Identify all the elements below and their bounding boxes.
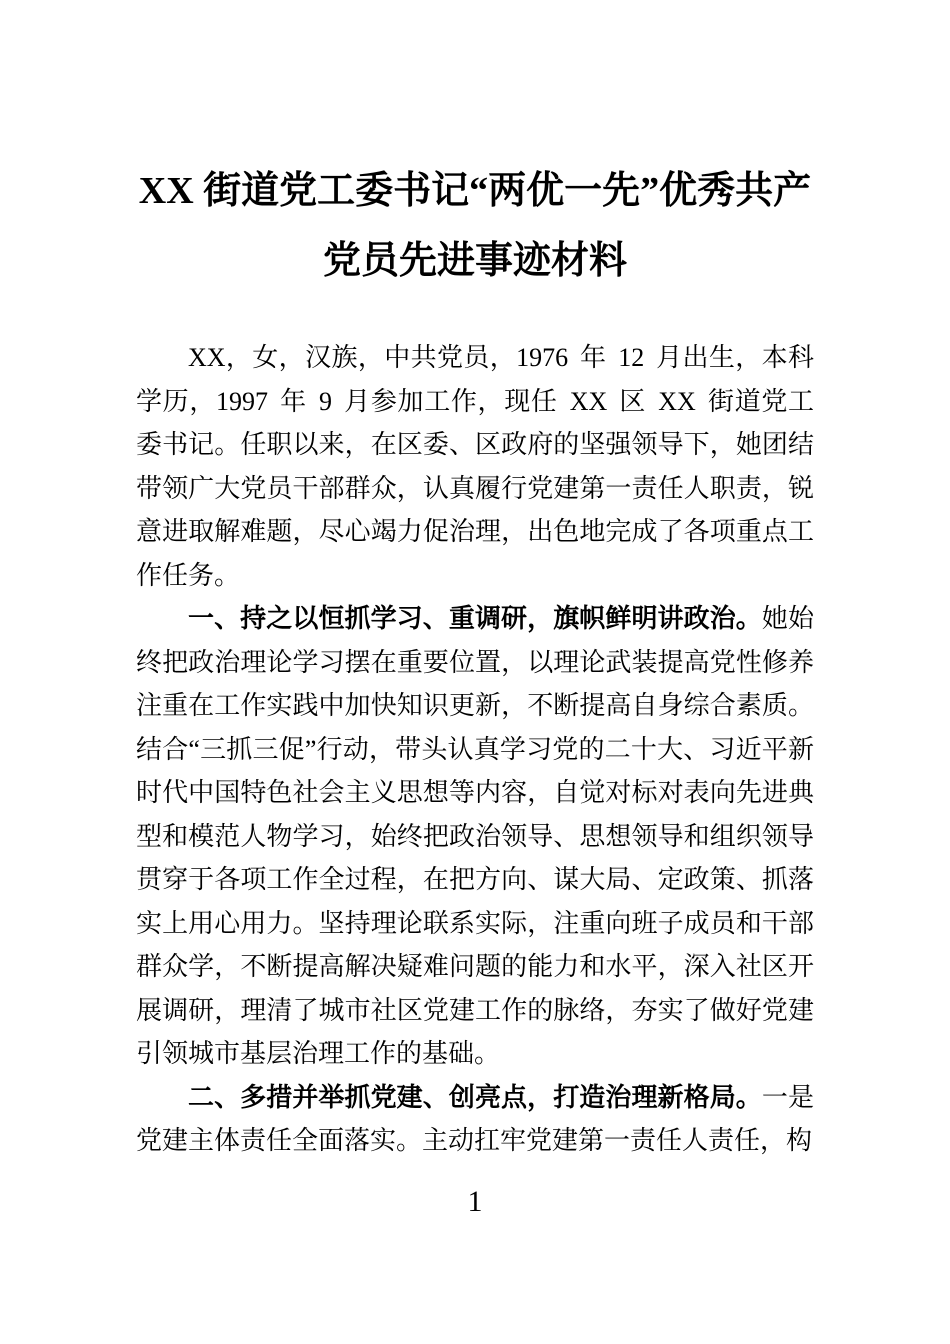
page-number: 1 xyxy=(467,1185,483,1218)
paragraph xyxy=(136,1076,814,1163)
text-run: 一是党建主体责任全面落实。主动扛牢党建第一责任人责任，构 xyxy=(136,1082,814,1155)
paragraph xyxy=(136,597,814,1076)
text-run: 她始终把政治理论学习摆在重要位置，以理论武装提高党性修养注重在工作实践中加快知识更新，不断提高自身综合素质。结合“三抓三促”行动，带头认真学习党的二十大、习近平新时代中国特色社会主义思想等内容，自觉对标对表向先进典型和模范人物学习，始终把政治领导、思想领导和组织领导贯穿于各项工作全过程，在把方向、谋大局、定政策、抓落实上用心用力。坚持理论联系实际，注重向班子成员和干部群众学，不断提高解决疑难问题的能力和水平，深入社区开展调研，理清了城市社区党建工作的脉络，夯实了做好党建引领城市基层治理工作的基础。 xyxy=(136,604,814,1068)
document-title xyxy=(0,156,950,296)
section-heading-run: 一、持之以恒抓学习、重调研，旗帜鲜明讲政治。 xyxy=(188,603,762,633)
section-heading-run: 二、多措并举抓党建、创亮点，打造治理新格局。 xyxy=(188,1081,762,1112)
title-line-1: XX 街道党工委书记“两优一先”优秀共产 xyxy=(138,170,812,212)
text-run: XX，女，汉族，中共党员，1976 年 12 月出生，本科学历，1997 年 9 月参加工作，现任 XX 区 XX 街道党工委书记。任职以来，在区委、区政府的坚强领导下，她团结带领广大党员干部群众，认真履行党建第一责任人职责，锐意进取解难题，尽心竭力促治理，出色地完成了各项重点工作任务。 xyxy=(136,343,814,590)
paragraph xyxy=(136,336,814,597)
title-line-2: 党员先进事迹材料 xyxy=(322,240,627,282)
document-body xyxy=(136,336,814,1163)
